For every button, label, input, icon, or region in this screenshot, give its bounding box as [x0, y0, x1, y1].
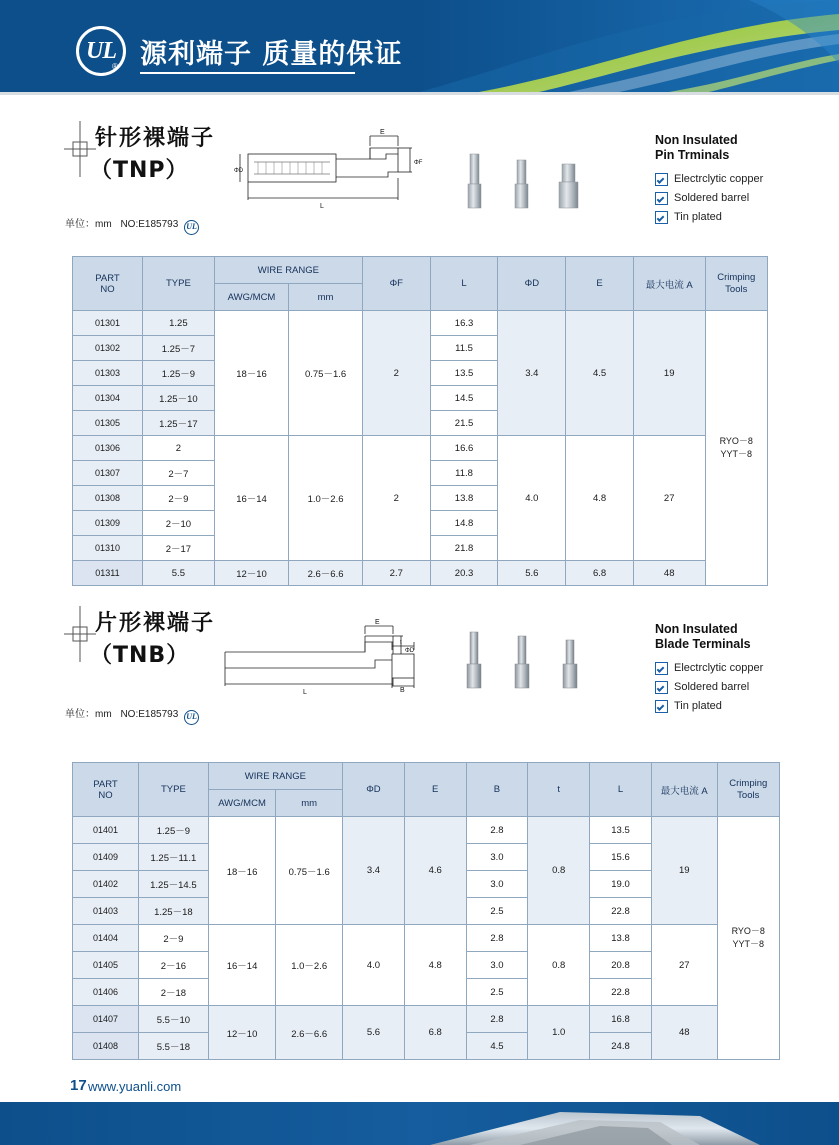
cell-tools: RYO－8 YYT－8	[705, 311, 768, 586]
cell-phi-d: 5.6	[498, 561, 566, 586]
cell-phi-f: 2	[362, 311, 430, 436]
cell-mm: 2.6－6.6	[276, 1006, 343, 1060]
cell-type: 2－10	[142, 511, 214, 536]
cell-awg: 12－10	[208, 1006, 276, 1060]
cell-part-no: 01305	[73, 411, 143, 436]
tnp-dimension-drawing	[234, 126, 430, 216]
tnp-feature-title-1: Non Insulated	[655, 133, 738, 147]
section-tnb-unit-line	[65, 705, 199, 725]
dim-label-e: E	[380, 129, 385, 136]
section-tnp-unit-label: 单位：mm	[65, 219, 112, 230]
tnb-feature-item-2	[655, 697, 763, 716]
cell-type: 5.5－10	[138, 1006, 208, 1033]
cell-phi-f: 2	[362, 436, 430, 561]
cell-part-no: 01308	[73, 486, 143, 511]
tnb-feature-item-1	[655, 678, 763, 697]
cell-current: 48	[651, 1006, 717, 1060]
cell-b: 3.0	[466, 844, 528, 871]
table-header-row	[73, 763, 780, 790]
cell-b: 3.0	[466, 871, 528, 898]
cell-awg: 16－14	[214, 436, 288, 561]
page-header	[0, 0, 839, 92]
cell-current: 27	[651, 925, 717, 1006]
cell-b: 2.8	[466, 817, 528, 844]
cell-type: 2－16	[138, 952, 208, 979]
ul-logo-icon	[76, 26, 126, 76]
cell-type: 2－17	[142, 536, 214, 561]
th-b: B	[466, 763, 528, 817]
cell-b: 2.8	[466, 1006, 528, 1033]
cell-l: 22.8	[590, 979, 652, 1006]
cell-type: 1.25－7	[142, 336, 214, 361]
cell-l: 21.5	[430, 411, 498, 436]
cell-l: 20.8	[590, 952, 652, 979]
th-e: E	[404, 763, 466, 817]
ul-mark-icon: UL	[184, 220, 199, 235]
cell-awg: 16－14	[208, 925, 276, 1006]
cell-part-no: 01311	[73, 561, 143, 586]
cell-part-no: 01406	[73, 979, 139, 1006]
th-t: t	[528, 763, 590, 817]
check-icon	[655, 662, 668, 675]
th-current: 最大电流 A	[651, 763, 717, 817]
cell-l: 20.3	[430, 561, 498, 586]
dim-label-d: ΦD	[405, 648, 415, 654]
th-awg: AWG/MCM	[208, 790, 276, 817]
header-title: 源利端子 质量的保证	[140, 39, 403, 70]
cell-l: 16.3	[430, 311, 498, 336]
th-wire-range: WIRE RANGE	[208, 763, 342, 790]
cell-awg: 12－10	[214, 561, 288, 586]
cell-phi-f: 2.7	[362, 561, 430, 586]
check-icon	[655, 700, 668, 713]
th-e: E	[566, 257, 634, 311]
cell-part-no: 01402	[73, 871, 139, 898]
dim-label-l: L	[303, 689, 307, 696]
cell-type: 1.25－10	[142, 386, 214, 411]
cell-type: 1.25－9	[138, 817, 208, 844]
tnb-product-photos	[462, 630, 607, 692]
th-l: L	[590, 763, 652, 817]
table-header-row	[73, 257, 768, 284]
cell-type: 5.5－18	[138, 1033, 208, 1060]
section-tnp-unit-line	[65, 215, 199, 235]
cell-b: 2.5	[466, 898, 528, 925]
tnb-feature-label-0: Electrclytic copper	[674, 662, 764, 674]
check-icon	[655, 192, 668, 205]
cell-e: 4.6	[404, 817, 466, 925]
tnp-spec-table	[72, 256, 768, 586]
tnp-feature-label-1: Soldered barrel	[674, 192, 750, 204]
cell-mm: 0.75－1.6	[276, 817, 343, 925]
header-divider	[0, 92, 839, 95]
cell-b: 4.5	[466, 1033, 528, 1060]
cell-t: 0.8	[528, 817, 590, 925]
cell-type: 1.25－11.1	[138, 844, 208, 871]
tnb-feature-title-1: Non Insulated	[655, 622, 738, 636]
cell-type: 2	[142, 436, 214, 461]
th-phi-f: ΦF	[362, 257, 430, 311]
cell-type: 2－7	[142, 461, 214, 486]
ul-logo-text: UL	[86, 37, 116, 64]
table-row	[73, 1006, 780, 1033]
cell-phi-d: 4.0	[343, 925, 405, 1006]
cell-type: 1.25	[142, 311, 214, 336]
section-tnp-title-code: （TNP）	[90, 158, 189, 183]
table-row	[73, 925, 780, 952]
section-tnb-title-cn: 片形裸端子	[95, 611, 216, 636]
cell-part-no: 01405	[73, 952, 139, 979]
cell-e: 6.8	[566, 561, 634, 586]
cell-l: 22.8	[590, 898, 652, 925]
th-phi-d: ΦD	[498, 257, 566, 311]
table-row	[73, 561, 768, 586]
cell-type: 1.25－17	[142, 411, 214, 436]
th-tools: Crimping Tools	[717, 763, 779, 817]
table-row	[73, 311, 768, 336]
cell-b: 2.8	[466, 925, 528, 952]
tnp-feature-item-0	[655, 170, 763, 189]
ul-mark-icon: UL	[184, 710, 199, 725]
page-number: 17	[70, 1077, 87, 1094]
table-row	[73, 817, 780, 844]
tnp-feature-block	[655, 133, 763, 227]
cell-l: 19.0	[590, 871, 652, 898]
th-current: 最大电流 A	[633, 257, 705, 311]
footer-white-strip	[0, 1074, 839, 1102]
cell-mm: 0.75－1.6	[289, 311, 363, 436]
dim-label-t: t	[400, 640, 402, 646]
th-part-no: PART NO	[73, 763, 139, 817]
cell-l: 13.8	[430, 486, 498, 511]
cell-t: 0.8	[528, 925, 590, 1006]
cell-l: 11.5	[430, 336, 498, 361]
cell-phi-d: 3.4	[343, 817, 405, 925]
cell-part-no: 01404	[73, 925, 139, 952]
cell-e: 6.8	[404, 1006, 466, 1060]
cell-mm: 2.6－6.6	[289, 561, 363, 586]
cell-awg: 18－16	[208, 817, 276, 925]
cell-type: 5.5	[142, 561, 214, 586]
cell-l: 14.8	[430, 511, 498, 536]
tnp-feature-item-1	[655, 189, 763, 208]
cell-part-no: 01403	[73, 898, 139, 925]
cell-part-no: 01306	[73, 436, 143, 461]
header-decorative-swoosh	[419, 0, 839, 92]
cell-l: 24.8	[590, 1033, 652, 1060]
dim-label-d: ΦD	[234, 168, 244, 174]
cell-e: 4.5	[566, 311, 634, 436]
th-awg: AWG/MCM	[214, 284, 288, 311]
th-l: L	[430, 257, 498, 311]
cell-b: 3.0	[466, 952, 528, 979]
tnb-feature-title-2: Blade Terminals	[655, 637, 751, 651]
cell-l: 13.5	[590, 817, 652, 844]
th-phi-d: ΦD	[343, 763, 405, 817]
section-tnb-ul-file: NO:E185793	[120, 709, 179, 720]
tnp-product-photos	[462, 150, 607, 212]
tnb-spec-table	[72, 762, 780, 1060]
cell-part-no: 01307	[73, 461, 143, 486]
cell-type: 2－9	[138, 925, 208, 952]
cell-part-no: 01301	[73, 311, 143, 336]
cell-mm: 1.0－2.6	[289, 436, 363, 561]
cell-type: 1.25－18	[138, 898, 208, 925]
cell-e: 4.8	[566, 436, 634, 561]
cell-e: 4.8	[404, 925, 466, 1006]
cell-l: 13.5	[430, 361, 498, 386]
cell-current: 19	[651, 817, 717, 925]
cell-type: 1.25－9	[142, 361, 214, 386]
cell-l: 14.5	[430, 386, 498, 411]
tnb-feature-label-1: Soldered barrel	[674, 681, 750, 693]
cell-b: 2.5	[466, 979, 528, 1006]
th-tools: Crimping Tools	[705, 257, 768, 311]
cell-current: 48	[633, 561, 705, 586]
dim-label-b: B	[400, 687, 405, 694]
cell-l: 13.8	[590, 925, 652, 952]
tnp-feature-label-2: Tin plated	[674, 211, 722, 223]
cell-phi-d: 3.4	[498, 311, 566, 436]
section-tnb-unit-label: 单位：mm	[65, 709, 112, 720]
tnb-b-t-detail	[378, 640, 438, 692]
cell-awg: 18－16	[214, 311, 288, 436]
cell-part-no: 01304	[73, 386, 143, 411]
page-footer	[0, 1074, 839, 1145]
tnb-feature-block	[655, 622, 763, 716]
cell-phi-d: 5.6	[343, 1006, 405, 1060]
ul-registered-mark: ®	[112, 62, 118, 71]
tnb-feature-item-0	[655, 659, 763, 678]
section-tnp-ul-file: NO:E185793	[120, 219, 179, 230]
cell-part-no: 01310	[73, 536, 143, 561]
tnp-feature-title-2: Pin Trminals	[655, 148, 730, 162]
th-mm: mm	[289, 284, 363, 311]
check-icon	[655, 681, 668, 694]
cell-part-no: 01409	[73, 844, 139, 871]
cell-current: 27	[633, 436, 705, 561]
cell-part-no: 01302	[73, 336, 143, 361]
header-title-underline	[140, 72, 355, 74]
th-mm: mm	[276, 790, 343, 817]
tnb-feature-label-2: Tin plated	[674, 700, 722, 712]
cell-type: 2－18	[138, 979, 208, 1006]
cell-current: 19	[633, 311, 705, 436]
cell-l: 11.8	[430, 461, 498, 486]
th-type: TYPE	[138, 763, 208, 817]
footer-decorative-art	[0, 1102, 839, 1145]
cell-l: 21.8	[430, 536, 498, 561]
cell-part-no: 01408	[73, 1033, 139, 1060]
cell-phi-d: 4.0	[498, 436, 566, 561]
th-wire-range: WIRE RANGE	[214, 257, 362, 284]
cell-mm: 1.0－2.6	[276, 925, 343, 1006]
dim-label-l: L	[320, 203, 324, 210]
cell-l: 15.6	[590, 844, 652, 871]
section-tnb-title-code: （TNB）	[90, 643, 190, 668]
cell-part-no: 01309	[73, 511, 143, 536]
dim-label-f: ΦF	[414, 160, 423, 166]
tnp-feature-item-2	[655, 208, 763, 227]
th-type: TYPE	[142, 257, 214, 311]
cell-type: 2－9	[142, 486, 214, 511]
tnp-feature-label-0: Electrclytic copper	[674, 173, 764, 185]
cell-part-no: 01303	[73, 361, 143, 386]
check-icon	[655, 211, 668, 224]
cell-tools: RYO－8 YYT－8	[717, 817, 779, 1060]
check-icon	[655, 173, 668, 186]
cell-type: 1.25－14.5	[138, 871, 208, 898]
cell-l: 16.8	[590, 1006, 652, 1033]
th-part-no: PART NO	[73, 257, 143, 311]
website-link[interactable]: www.yuanli.com	[88, 1079, 182, 1094]
cell-t: 1.0	[528, 1006, 590, 1060]
table-row	[73, 436, 768, 461]
cell-part-no: 01401	[73, 817, 139, 844]
section-tnp-title-cn: 针形裸端子	[95, 126, 216, 151]
cell-l: 16.6	[430, 436, 498, 461]
dim-label-e: E	[375, 619, 380, 626]
cell-part-no: 01407	[73, 1006, 139, 1033]
